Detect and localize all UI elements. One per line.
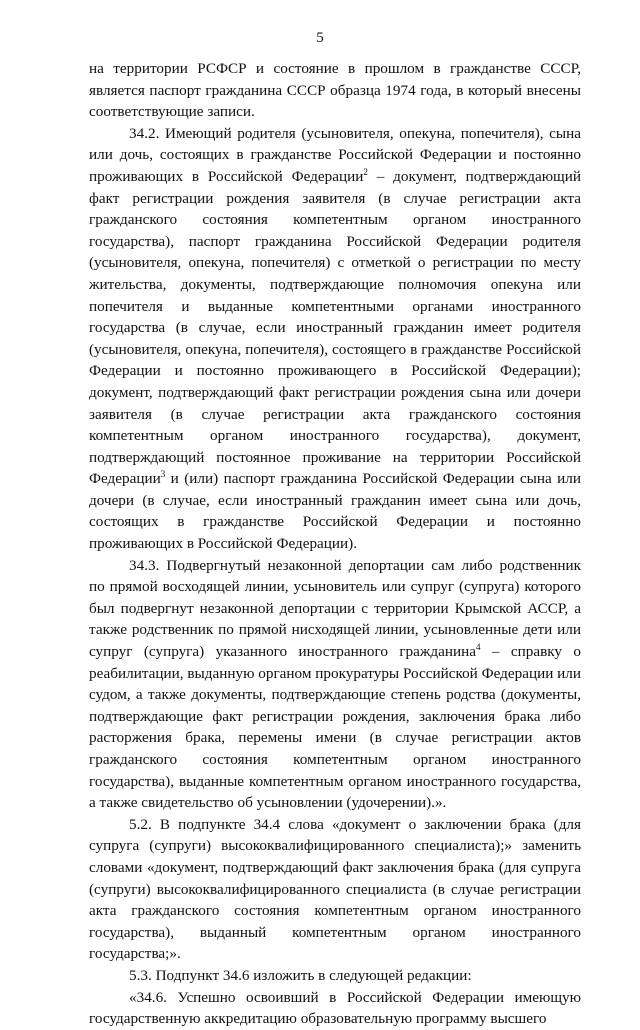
paragraph-text: – документ, подтверждающий факт регистрации рождения заявителя (в случае регистрации акта гражданского состояния компетентным органом иностранного государства), паспорт гражданина Российской Федерации родителя (усыновителя, опекуна, попечителя) с отметкой о регистрации по месту жительства, документы, подтверждающие полномочия опекуна или попечителя и выданные компетентными органами иностранного государства (в случае, если иностранный гражданин имеет родителя (усыновителя, опекуна, попечителя), состоящего в гражданстве Российской Федерации и постоянно проживающего в Российской Федерации); документ, подтверждающий факт регистрации рождения сына или дочери заявителя (в случае регистрации акта гражданского состояния компетентным органом иностранного государства), документ, подтверждающий постоянное проживание на территории Российской Федерации — [89, 167, 581, 488]
footnote-ref-3: 3 — [160, 469, 166, 480]
paragraph-text: и (или) паспорт гражданина Российской Федерации сына или дочери (в случае, если иностранный гражданин имеет сына или дочь, состоящих в гражданстве Российской Федерации и постоянно проживающих в Российской Федерации). — [89, 470, 581, 553]
paragraph-text: 34.3. Подвергнутый незаконной депортации сам либо родственник по прямой восходящей линии, усыновитель или супруг (супруга) которого был подвергнут незаконной депортации с территории Крымской АССР, а также родственник по прямой нисходящей линии, усыновленные дети или супруг (супруга) указанного иностранного гражданина — [89, 556, 581, 661]
paragraph-5-2: 5.2. В подпункте 34.4 слова «документ о заключении брака (для супруга (супруги) высококвалифицированного специалиста);» заменить словами «документ, подтверждающий факт заключения брака (для супруга (супруги) высококвалифицированного специалиста (в случае регистрации акта гражданского состояния компетентным органом иностранного государства), выданный компетентным органом иностранного государства;». — [89, 815, 581, 963]
paragraph-continuation: на территории РСФСР и состояние в прошлом в гражданстве СССР, является паспорт гражданина СССР образца 1974 года, в который внесены соответствующие записи. — [89, 60, 581, 121]
paragraph-text: 34.2. Имеющий родителя (усыновителя, опекуна, попечителя), сына или дочь, состоящих в гражданстве Российской Федерации и постоянно проживающих в Российской Федерации — [89, 124, 581, 185]
paragraph-5-3: 5.3. Подпункт 34.6 изложить в следующей редакции: — [129, 966, 472, 984]
paragraph-34-6: «34.6. Успешно освоивший в Российской Федерации имеющую государственную аккредитацию образовательную программу высшего — [89, 988, 581, 1028]
footnote-ref-2: 2 — [363, 166, 368, 177]
page-number: 5 — [316, 30, 324, 46]
paragraph-text: – справку о реабилитации, выданную органом прокуратуры Российской Федерации или судом, а также документы, подтверждающие степень родства (документы, подтверждающие факт регистрации рождения, заключения брака либо расторжения брака, перемены имени (в случае регистрации актов гражданского состояния компетентным органом иностранного государства), выданные компетентным органом иностранного государства, а также свидетельство об усыновлении (удочерении).». — [89, 643, 581, 812]
footnote-ref-4: 4 — [475, 641, 481, 652]
paragraph-34-3 — [89, 555, 581, 814]
paragraph-34-2 — [89, 123, 581, 555]
document-body — [89, 58, 581, 1030]
